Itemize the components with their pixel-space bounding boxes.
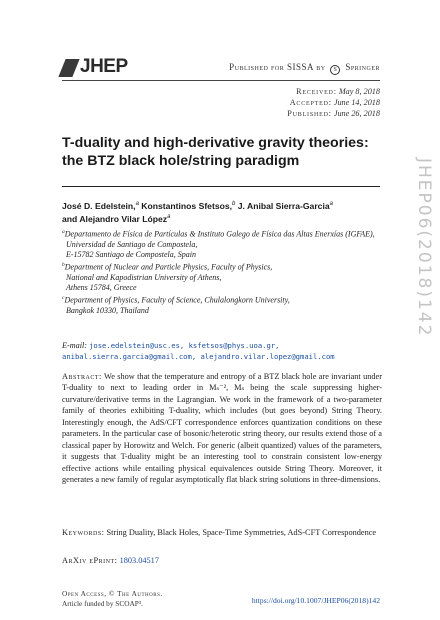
title-rule [62,186,380,187]
author-list [62,199,392,226]
paper-title [62,134,392,170]
funding-text: Article funded by SCOAP³. [62,598,143,608]
keywords-label: Keywords: [62,528,105,537]
author-emails [62,340,382,362]
jhep-logo [62,57,140,77]
logo-text: JHEP [80,56,128,77]
springer-icon: S [330,65,340,75]
email-links-2[interactable]: anibal.sierra.garcia@gmail.com, alejandro.vilar.lopez@gmail.com [62,352,335,361]
date-published: Published: June 26, 2018 [287,109,380,118]
open-access-text: Open Access, © The Authors. [62,589,163,598]
title-line-2: the BTZ black hole/string paradigm [62,153,300,169]
date-accepted: Accepted: June 14, 2018 [289,98,380,107]
abstract-text: We show that the temperature and entropy of a BTZ black hole are invariant under T-duality to next to leading order in Mₛ⁻², Mₛ being the scale suppressing higher-curvature/derivative terms in the Lagrangian. We work in the framework of a two-parameter family of theories exhibiting T-duality, which includes (but goes beyond) String Theory. Interestingly enough, the AdS/CFT correspondence enforces quantization conditions on these parameters. In the particular case of bosonic/heterotic string theory, our results extend those of a classical paper by Horowitz and Welch. For generic (albeit quantized) values of the parameters, it suggests that T-duality might be an interesting tool to constrain consistent low-energy effective actions while entailing physical equivalences outside String Theory. Moreover, it generates a new family of regular asymptotically flat black string solutions in three-dimensions. [62,372,382,485]
keywords [62,527,382,538]
author-name: and Alejandro Vilar López [62,214,168,225]
abstract [62,371,382,486]
abstract-label: Abstract: [62,372,102,381]
date-received: Received: May 8, 2018 [296,87,380,96]
author-name: José D. Edelstein, [62,200,136,211]
header-rule [62,80,380,81]
email-links-1[interactable]: jose.edelstein@usc.es, ksfetsos@phys.uoa.gr, [89,341,280,350]
publisher-name: Springer [345,62,380,72]
author-name: J. Anibal Sierra-Garcia [235,200,330,211]
publication-dates [287,86,380,119]
keywords-text: String Duality, Black Holes, Space-Time Symmetries, AdS-CFT Correspondence [106,528,377,537]
author-line-2: and Alejandro Vilar López$^a$ [62,214,171,225]
published-by [229,62,380,75]
author-line-1: José D. Edelstein,$^a$ Konstantinos Sfetsos,$^b$ J. Anibal Sierra-Garcia$^a$ [62,200,333,211]
arxiv-eprint [62,556,382,565]
published-by-text: Published for SISSA by [229,62,326,72]
affiliation-b: $^b$Department of Nuclear and Particle Physics, Faculty of Physics, National and Kapodistrian University of Athens, Athens 15784, Greece [62,262,273,293]
doi-link[interactable]: https://doi.org/10.1007/JHEP06(2018)142 [251,596,380,605]
affiliation-a: $^a$Departamento de Física de Partículas & Instituto Galego de Física das Altas Enerxías (IGFAE), Universidad de Santiago de Compostela, E-15782 Santiago de Compostela, Spain [62,229,375,260]
logo-slash-mark [58,59,79,77]
email-label: E-mail: [62,341,88,350]
arxiv-label: ArXiv ePrint: [62,556,118,565]
arxiv-id-link[interactable]: 1803.04517 [119,556,159,565]
side-identifier: JHEP06(2018)142 [414,158,434,338]
author-name: Konstantinos Sfetsos, [138,200,233,211]
title-line-1: T-duality and high-derivative gravity theories: [62,135,369,151]
affiliation-c: $^c$Department of Physics, Faculty of Science, Chulalongkorn University, Bangkok 10330, Thailand [62,295,290,315]
footer-license [62,589,163,608]
